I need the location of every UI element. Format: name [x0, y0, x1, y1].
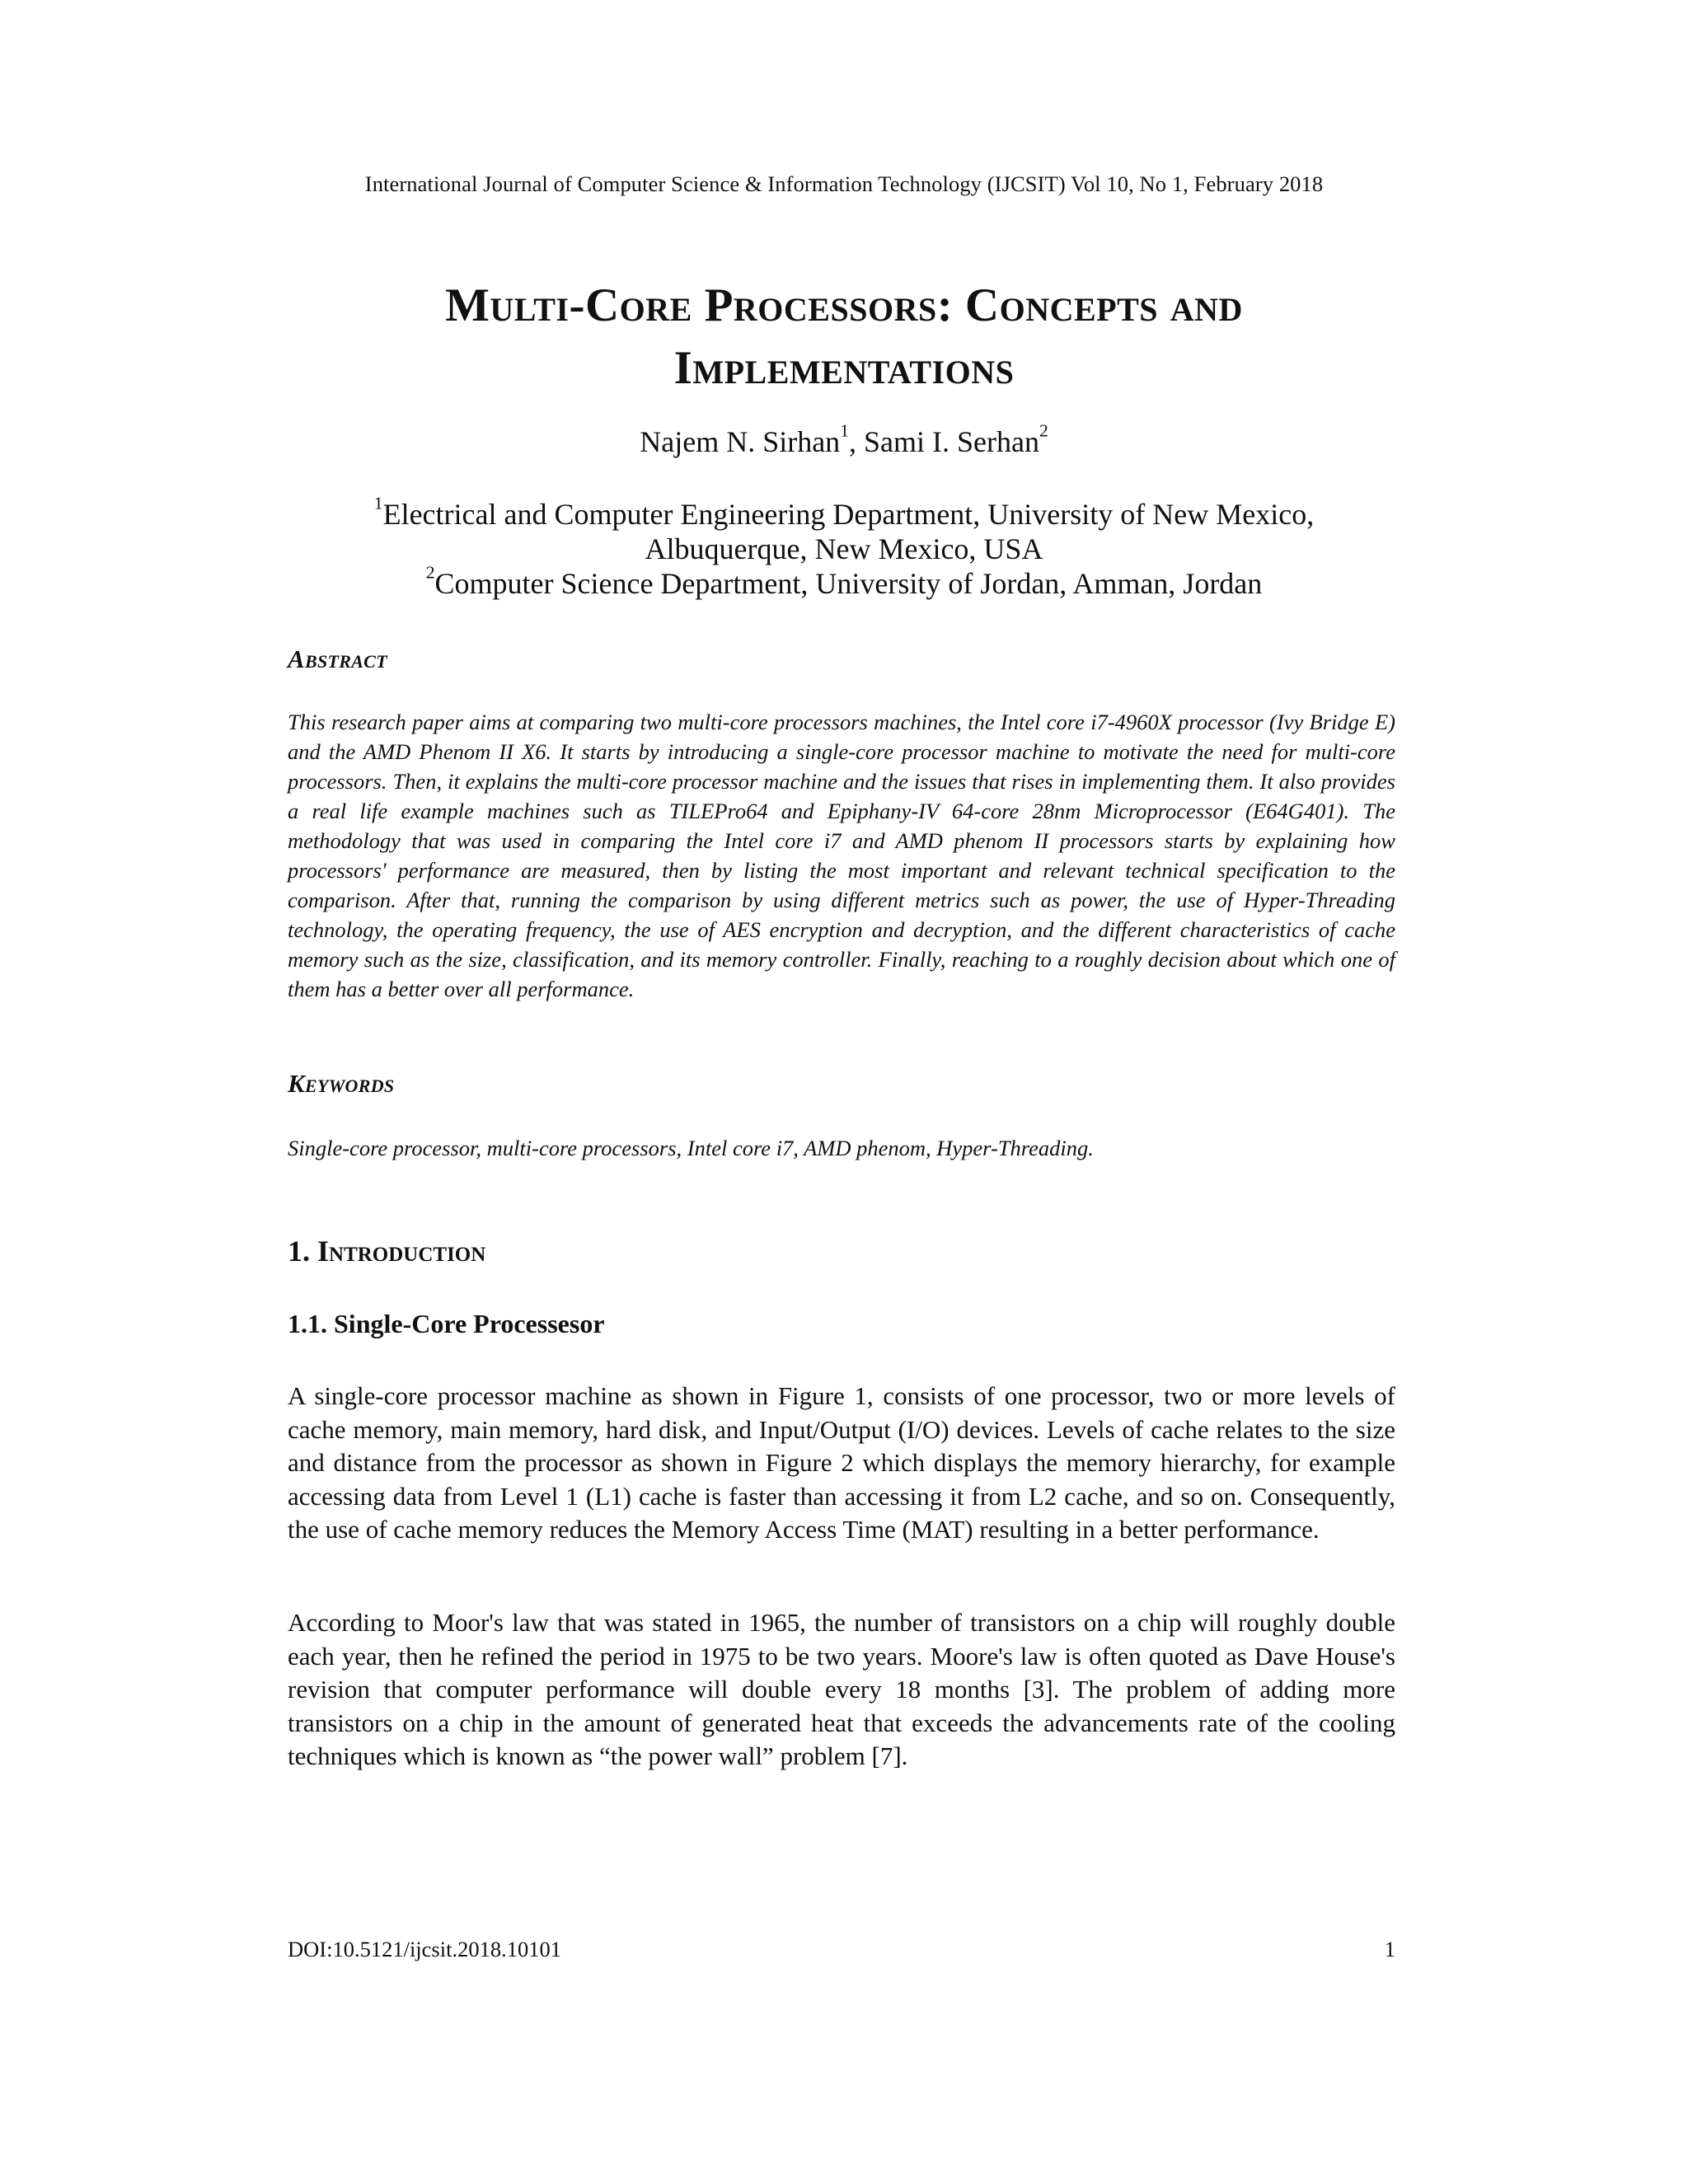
page-number: 1: [1384, 1937, 1395, 1961]
body-paragraph-1: A single-core processor machine as shown in Figure 1, consists of one processor, two or more levels of cache memory, main memory, hard disk, and Input/Output (I/O) devices. Levels of cache relates to the size and distance from the processor as shown in Figure 2 which displays the memory hierarchy, for example accessing data from Level 1 (L1) cache is faster than accessing it from L2 cache, and so on. Consequently, the use of cache memory reduces the Memory Access Time (MAT) resulting in a better performance.: [288, 1381, 1395, 1544]
author-1-affiliation-marker: 1: [840, 420, 849, 441]
author-2-name: Sami I. Serhan: [863, 425, 1039, 458]
title-line-1: Multi-Core Processors: Concepts and: [445, 279, 1243, 331]
author-separator: ,: [848, 425, 864, 458]
author-2-affiliation-marker: 2: [1039, 420, 1048, 441]
author-list: [0, 420, 1688, 459]
affiliation-1-text: Electrical and Computer Engineering Department, University of New Mexico,: [382, 498, 1315, 531]
abstract-heading: Abstract: [288, 644, 387, 673]
abstract-text: This research paper aims at comparing two multi-core processors machines, the Intel core i7-4960X processor (Ivy Bridge E) and the AMD Phenom II X6. It starts by introducing a single-core processor machine to motivate the need for multi-core processors. Then, it explains the multi-core processor machine and the issues that rises in implementing them. It also provides a real life example machines such as TILEPro64 and Epiphany-IV 64-core 28nm Microprocessor (E64G401). The methodology that was used in comparing the Intel core i7 and AMD phenom II processors starts by explaining how processors' performance are measured, then by listing the most important and relevant technical specification to the comparison. After that, running the comparison by using different metrics such as power, the use of Hyper-Threading technology, the operating frequency, the use of AES encryption and decryption, and the different characteristics of cache memory such as the size, classification, and its memory controller. Finally, reaching to a roughly decision about which one of them has a better over all performance.: [288, 710, 1395, 1001]
body-paragraph-2: According to Moor's law that was stated in 1965, the number of transistors on a chip will roughly double each year, then he refined the period in 1975 to be two years. Moore's law is often quoted as Dave House's revision that computer performance will double every 18 months [3]. The problem of adding more transistors on a chip in the amount of generated heat that exceeds the advancements rate of the cooling techniques which is known as “the power wall” problem [7].: [288, 1608, 1395, 1770]
keywords-heading: Keywords: [288, 1069, 395, 1098]
keywords-text: Single-core processor, multi-core processors, Intel core i7, AMD phenom, Hyper-Threading.: [288, 1136, 1094, 1160]
affiliation-1-line-2: Albuquerque, New Mexico, USA: [645, 532, 1043, 565]
author-1-name: Najem N. Sirhan: [640, 425, 841, 458]
affiliation-1-marker: 1: [373, 493, 383, 513]
affiliation-2-text: Computer Science Department, University of Jordan, Amman, Jordan: [434, 567, 1263, 600]
affiliations: [206, 493, 1482, 601]
footer-doi: DOI:10.5121/ijcsit.2018.10101: [288, 1937, 561, 1961]
paper-title: [206, 274, 1482, 400]
affiliation-2-marker: 2: [425, 562, 435, 583]
title-line-2: Implementations: [673, 342, 1015, 394]
running-header: International Journal of Computer Science & Information Technology (IJCSIT) Vol 10, No 1, February 2018: [364, 171, 1324, 196]
subsection-heading-single-core: 1.1. Single-Core Processesor: [288, 1309, 605, 1338]
affiliation-2-line-1: [206, 562, 1482, 601]
affiliation-1-line-1: [206, 493, 1482, 532]
section-heading-introduction: 1. Introduction: [288, 1235, 486, 1268]
